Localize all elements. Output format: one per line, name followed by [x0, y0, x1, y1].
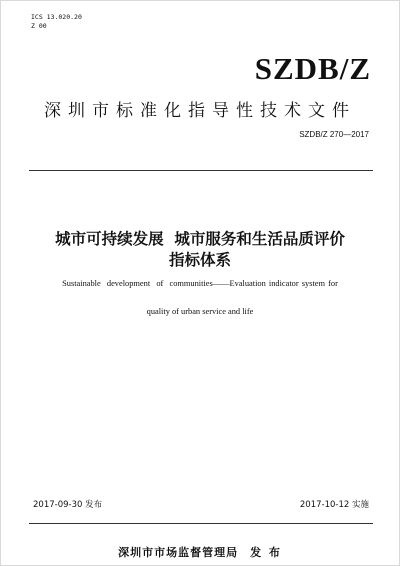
- top-divider: [29, 170, 373, 171]
- standard-number: SZDB/Z 270—2017: [299, 130, 369, 139]
- title-en-line1: Sustainable development of communities——Evaluation indicator system for: [62, 279, 338, 288]
- standard-type-title: 深圳市标准化指导性技术文件: [44, 101, 356, 121]
- title-cn-line2: 指标体系: [168, 251, 231, 269]
- title-en-line2: quality of urban service and life: [146, 307, 254, 316]
- ics-block: [31, 13, 82, 31]
- issuer-name: 深圳市市场监督管理局: [118, 546, 239, 559]
- classification-code: Z 00: [31, 22, 47, 30]
- issue-verb: 发 布: [250, 546, 282, 559]
- bottom-divider: [29, 523, 373, 524]
- implement-date: 2017-10-12 实施: [299, 500, 369, 510]
- ics-code: ICS 13.020.20: [31, 13, 82, 21]
- standard-code: SZDB/Z: [254, 51, 371, 86]
- title-cn-line1: 城市可持续发展 城市服务和生活品质评价: [55, 230, 345, 248]
- issuer-line: [1, 544, 399, 560]
- publish-date: 2017-09-30 发布: [33, 500, 103, 510]
- document-title-chinese: [21, 229, 379, 271]
